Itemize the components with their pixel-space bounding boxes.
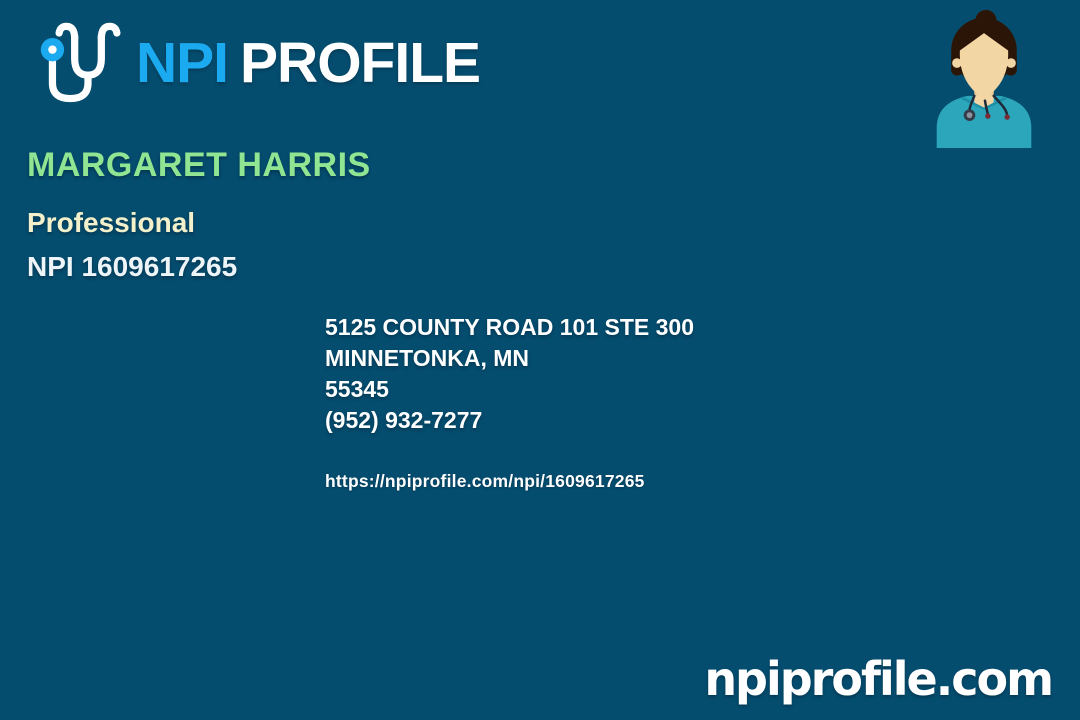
npi-profile-logo xyxy=(28,18,480,108)
logo-text-profile: PROFILE xyxy=(240,31,481,95)
practice-address xyxy=(325,312,694,436)
nurse-avatar xyxy=(930,8,1038,148)
logo-wordmark xyxy=(136,18,480,108)
address-phone: (952) 932-7277 xyxy=(325,407,483,433)
provider-npi-number: NPI 1609617265 xyxy=(27,251,238,282)
provider-name: MARGARET HARRIS xyxy=(27,146,371,184)
address-street: 5125 COUNTY ROAD 101 STE 300 xyxy=(325,314,695,340)
address-zip: 55345 xyxy=(325,376,389,402)
provider-info xyxy=(27,146,371,283)
profile-url: https://npiprofile.com/npi/1609617265 xyxy=(325,471,645,491)
logo-text-npi: NPI xyxy=(136,31,229,95)
stethoscope-icon xyxy=(28,18,128,108)
address-city-state: MINNETONKA, MN xyxy=(325,345,530,371)
site-wordmark: npiprofile.com xyxy=(704,652,1052,706)
provider-type: Professional xyxy=(27,207,196,238)
